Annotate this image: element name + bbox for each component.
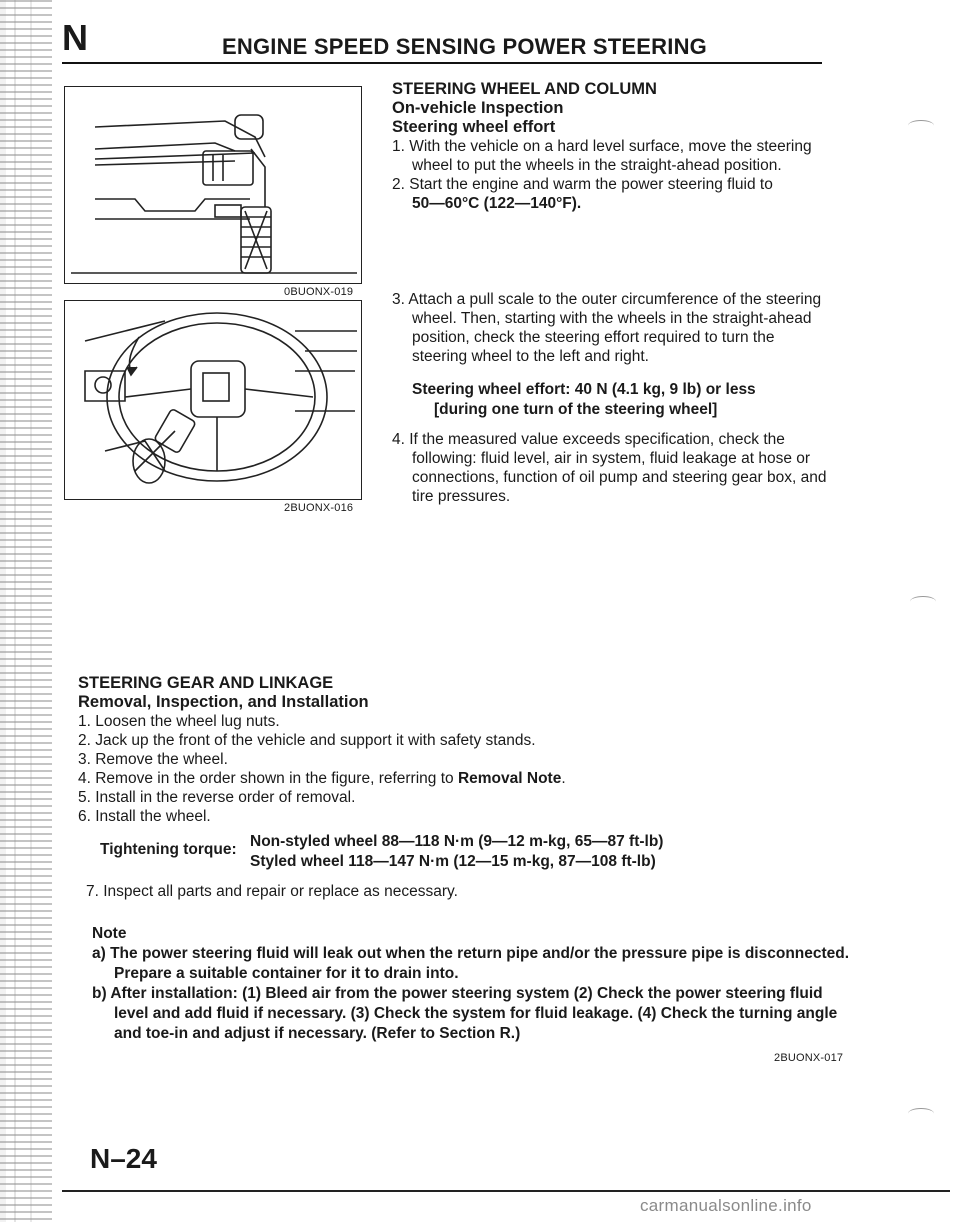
note-a: a) The power steering fluid will leak out when the return pipe and/or the pressure pipe is disconnected. Prepare a suitable container for it to drain into. <box>92 945 850 982</box>
binding-edge <box>0 0 52 1222</box>
note-title: Note <box>92 925 127 942</box>
temperature-spec: 50—60°C (122—140°F). <box>412 195 582 212</box>
column-subsubtitle: Steering wheel effort <box>392 118 556 136</box>
column-step-4: 4. If the measured value exceeds specification, check the following: fluid level, air in system, fluid leakage at hose or connections, function of oil pump and steering gear box, and tire pressures. <box>392 431 827 505</box>
margin-mark <box>908 1108 934 1119</box>
column-steps-1-2 <box>392 137 832 213</box>
watermark: carmanualsonline.info <box>640 1196 812 1215</box>
figure-code-2: 2BUONX-016 <box>284 502 354 514</box>
footer-rule <box>62 1190 950 1192</box>
effort-spec-line1: Steering wheel effort: 40 N (4.1 kg, 9 lb) or less <box>412 381 756 398</box>
gear-step-3: 3. Remove the wheel. <box>78 751 228 768</box>
margin-mark <box>908 120 934 131</box>
note-block <box>92 924 852 1044</box>
note-figure-code: 2BUONX-017 <box>774 1052 844 1064</box>
steering-wheel-illustration <box>65 301 361 499</box>
column-title: STEERING WHEEL AND COLUMN <box>392 80 657 98</box>
margin-mark <box>910 596 936 607</box>
page-number: N–24 <box>90 1143 157 1174</box>
removal-note-ref: Removal Note <box>457 770 562 787</box>
tightening-torque-spec <box>100 832 820 872</box>
column-step-2: 2. Start the engine and warm the power steering fluid to <box>392 176 773 193</box>
figure-code-1: 0BUONX-019 <box>284 286 354 298</box>
gear-step-4-suffix: . <box>561 770 566 787</box>
steering-effort-spec <box>412 380 842 420</box>
column-section-title <box>392 80 842 137</box>
gear-step-4-text: 4. Remove in the order shown in the figure, referring to <box>78 770 458 787</box>
torque-label: Tightening torque: <box>100 841 237 858</box>
gear-step-7: 7. Inspect all parts and repair or replace as necessary. <box>86 883 458 900</box>
column-subtitle: On-vehicle Inspection <box>392 99 564 117</box>
gear-title: STEERING GEAR AND LINKAGE <box>78 674 334 692</box>
effort-spec-line2: [during one turn of the steering wheel] <box>434 401 718 418</box>
page-title: ENGINE SPEED SENSING POWER STEERING <box>222 34 707 59</box>
torque-non-styled: Non-styled wheel 88—118 N·m (9—12 m-kg, 65—87 ft-lb) <box>250 833 664 850</box>
gear-step-2: 2. Jack up the front of the vehicle and support it with safety stands. <box>78 732 536 749</box>
section-letter: N <box>62 17 88 58</box>
vehicle-front-illustration <box>65 87 361 283</box>
figure-steering-wheel <box>64 300 362 500</box>
figure-vehicle-front <box>64 86 362 284</box>
torque-styled: Styled wheel 118—147 N·m (12—15 m-kg, 87—108 ft-lb) <box>250 853 656 870</box>
column-step-1: 1. With the vehicle on a hard level surface, move the steering wheel to put the wheels in the straight-ahead position. <box>392 138 812 174</box>
gear-step-1: 1. Loosen the wheel lug nuts. <box>78 713 280 730</box>
gear-step-5: 5. Install in the reverse order of removal. <box>78 789 356 806</box>
note-b: b) After installation: (1) Bleed air from the power steering system (2) Check the power steering fluid level and add fluid if necessary. (3) Check the system for fluid leakage. (4) Check the turning angle and toe-in and adjust if necessary. (Refer to Section R.) <box>92 985 838 1042</box>
header-rule <box>62 62 822 64</box>
column-step-3: 3. Attach a pull scale to the outer circumference of the steering wheel. Then, starting with the wheels in the straight-ahead position, check the steering effort required to turn the steering wheel to the left and right. <box>392 291 822 365</box>
gear-steps-1-6 <box>78 712 798 826</box>
gear-step-4 <box>78 769 798 788</box>
gear-subtitle: Removal, Inspection, and Installation <box>78 693 369 711</box>
gear-section-title <box>78 674 678 712</box>
gear-step-6: 6. Install the wheel. <box>78 808 211 825</box>
